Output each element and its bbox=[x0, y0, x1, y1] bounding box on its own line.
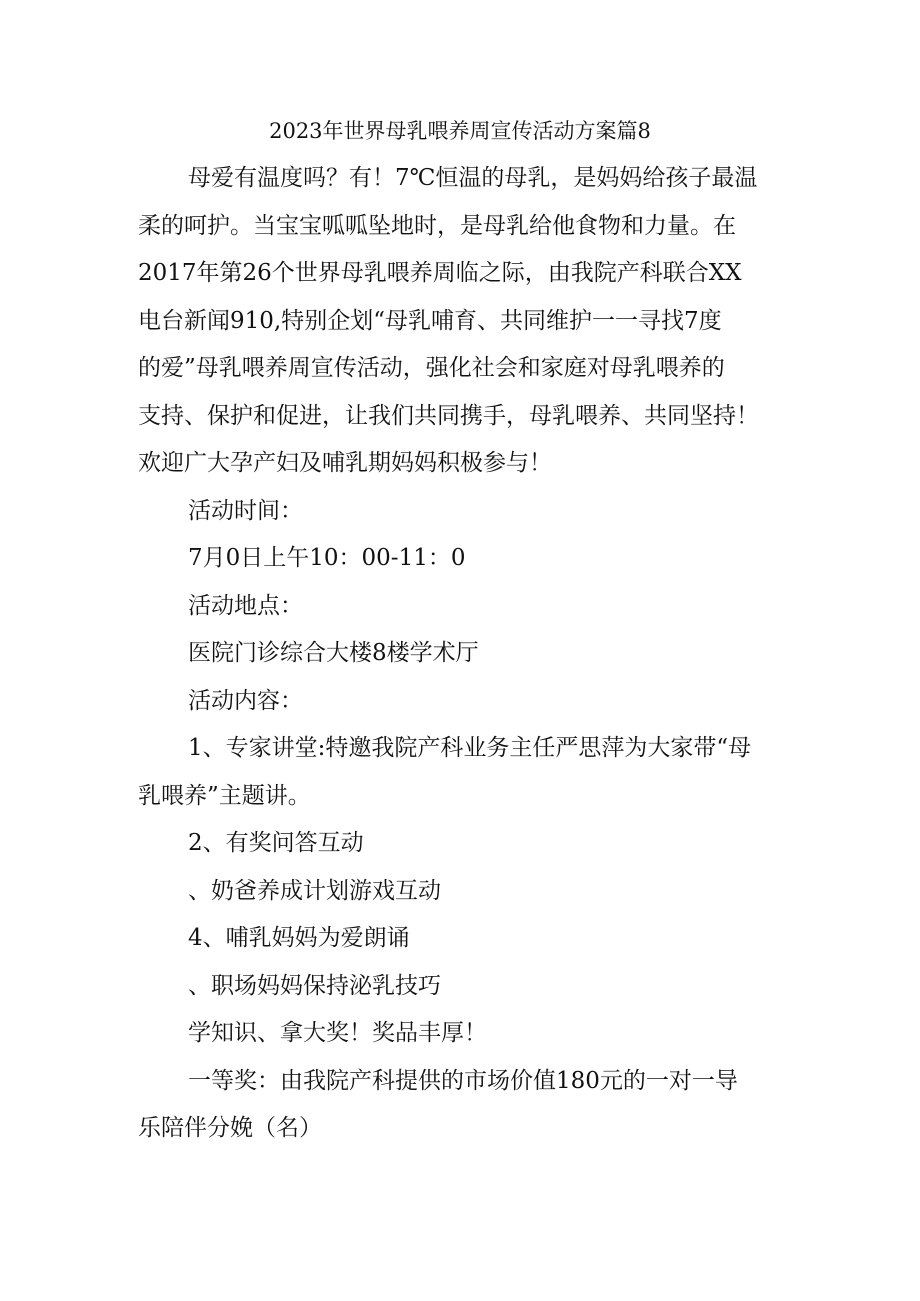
intro-line: 的爱”母乳喂养周宣传活动，强化社会和家庭对母乳喂养的 bbox=[138, 355, 725, 381]
document-body bbox=[138, 155, 788, 1153]
content-item-line: 2、有奖问答互动 bbox=[188, 830, 364, 856]
content-label-paragraph bbox=[138, 678, 788, 726]
content-item-3 bbox=[138, 868, 788, 916]
content-item-line: 1、专家讲堂:特邀我院产科业务主任严思萍为大家带“母 bbox=[188, 735, 752, 761]
first-prize-paragraph bbox=[138, 1058, 788, 1153]
intro-paragraph bbox=[138, 155, 788, 488]
content-item-line: 4、哺乳妈妈为爱朗诵 bbox=[188, 925, 410, 951]
place-label: 活动地点： bbox=[188, 592, 303, 619]
intro-line: 电台新闻910,特别企划“母乳哺育、共同维护一一寻找7度 bbox=[138, 307, 722, 334]
content-item-5 bbox=[138, 963, 788, 1011]
content-item-line: 乳喂养”主题讲。 bbox=[138, 782, 311, 809]
intro-line: 母爱有温度吗？有！7℃恒温的母乳，是妈妈给孩子最温 bbox=[188, 165, 758, 191]
first-prize-line: 乐陪伴分娩（名） bbox=[138, 1115, 322, 1141]
place-value-paragraph bbox=[138, 630, 788, 678]
content-item-4 bbox=[138, 915, 788, 963]
content-item-1 bbox=[138, 725, 788, 820]
place-value: 医院门诊综合大楼8楼学术厅 bbox=[188, 640, 479, 666]
prize-intro: 学知识、拿大奖！奖品丰厚！ bbox=[188, 1020, 487, 1046]
intro-line: 2017年第26个世界母乳喂养周临之际，由我院产科联合XX bbox=[138, 260, 742, 286]
intro-line: 欢迎广大孕产妇及哺乳期妈妈积极参与！ bbox=[138, 450, 552, 476]
first-prize-line: 一等奖：由我院产科提供的市场价值180元的一对一导 bbox=[188, 1067, 738, 1094]
content-item-line: 、职场妈妈保持泌乳技巧 bbox=[188, 972, 441, 999]
content-item-line: 、奶爸养成计划游戏互动 bbox=[188, 877, 441, 904]
intro-line: 支持、保护和促进，让我们共同携手，母乳喂养、共同坚持！ bbox=[138, 402, 759, 429]
time-label-paragraph bbox=[138, 488, 788, 536]
time-value-paragraph bbox=[138, 535, 788, 583]
time-label: 活动时间： bbox=[188, 497, 303, 524]
content-label: 活动内容： bbox=[188, 687, 303, 714]
content-item-2 bbox=[138, 820, 788, 868]
document-title: 2023年世界母乳喂养周宣传活动方案篇8 bbox=[269, 119, 651, 143]
time-value: 7月0日上午10：00-11：0 bbox=[188, 545, 466, 571]
intro-line: 柔的呵护。当宝宝呱呱坠地时，是母乳给他食物和力量。在 bbox=[138, 212, 736, 239]
place-label-paragraph bbox=[138, 583, 788, 631]
prize-intro-paragraph bbox=[138, 1010, 788, 1058]
